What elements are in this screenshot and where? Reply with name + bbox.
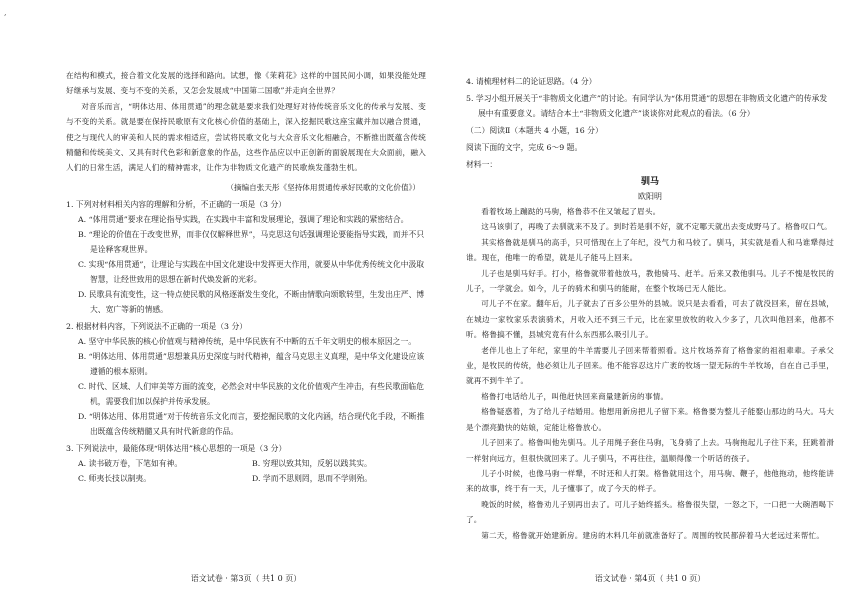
option-b: B. “明体达用、体用贯通”思想兼具历史深度与时代精神，蕴含马克思主义真理，是中华文化建设应该遵循的根本原则。 [78,351,425,376]
story-paragraph: 儿子小时候，也像马驹一样犟，不时还和人打架。格鲁就用这个，用马驹、鞭子，他他拖动，他终能讲来的故事，终于有一天，儿子懂事了，成了今天的样子。 [466,468,834,494]
instruction: 阅读下面的文字，完成 6～9 题。 [466,143,583,152]
paragraph: 在结构和模式，接合着文化发展的选择和路向。试想，像《茉莉花》这样的中国民间小调，如果没能处理好继承与发展、变与不变的关系，又怎会发展成“中国第二国歌”并走向全世界？ [66,71,426,96]
paragraph: 对音乐而言，“明体达用、体用贯通”的理念就是要求我们处理好对待传统音乐文化的传承与发展、变与不变的关系。就是要在保持民歌原有文化核心价值的基础上，深入挖掘民歌这座宝藏并加以融合贯通，使之与现代人的审美和人民的需求相适应，尝试将民歌文化与大众音乐文化相融合，不断推出既蕴含传统精髓和传统美文、又具有时代色彩和新意象的作品，这些作品应以中正创新的面貌展现在大众面前，融入人们的日常生活，满足人们的精神需求，让作为非物质文化遗产的民歌焕发蓬勃生机。 [66,101,426,173]
option-d: D. “明体达用、体用贯通”对于传统音乐文化而言，要挖掘民歌的文化内涵，结合现代化手段，不断推出既蕴含传统精髓又具有时代新意的作品。 [78,411,425,436]
page-right [466,0,834,608]
question-stem: 3. 下列说法中，最能体现“明体达用”核心思想的一项是（3 分） [66,443,287,453]
material-label: 材料一： [466,160,498,169]
source-citation: （摘编自张天彤《坚持体用贯通传承好民歌的文化价值》） [226,182,420,192]
option-d: D. 民歌具有流变性，这一特点使民歌的风格逐渐发生变化，不断由情歌向颂歌转型，生发出庄严、博大、宽广等新的情感。 [78,289,425,314]
scan-mark: , [4,8,7,17]
story-paragraph: 这马该驯了，再晚了去驯就来不及了。到时若是驯不好，就不定哪天就出去变成野马了。格鲁叹口气。 [481,222,832,232]
question-stem: 1. 下列对材料相关内容的理解和分析，不正确的一项是（3 分） [66,199,287,209]
story-title: 驯马 [640,177,659,187]
option-c: C. 实现“体用贯通”，让理论与实践在中国文化建设中发挥更大作用，就要从中华优秀传统文化中汲取智慧，让经世致用的思想在新时代焕发新的光彩。 [78,259,425,284]
page-footer: 语文试卷 · 第4页（ 共1 0 页） [594,574,706,583]
question-2 [66,319,426,439]
option-d: D. 学而不思则罔，思而不学则殆。 [252,473,373,483]
option-b: B. “理论的价值在于改变世界，而非仅仅解释世界”，马克思这句话强调理论要能指导实践，而并不只是诠释客观世界。 [78,229,425,254]
page-footer: 语文试卷 · 第3页（ 共1 0 页） [190,574,302,583]
story-paragraph: 儿子回来了。格鲁叫他先驯马。儿子用绳子套住马驹，飞身骑了上去。马驹拖起儿子往下来，狂跳着滑一样射向远方，但很快就回来了。儿子驯马，不再往往，温顺得像一个听话的孩子。 [466,438,834,463]
option-a: A. 坚守中华民族的核心价值观与精神传统，是中华民族有不中断的五千年文明史的根本原因之一。 [78,336,417,346]
story-paragraph: 格鲁打电话给儿子，叫他赶快回来商量建新房的事情。 [481,391,669,401]
question-3 [66,441,426,486]
option-c: C. 师夷长技以制夷。 [78,473,152,483]
story-paragraph: 看着牧场上蹦跶的马驹，格鲁恭不住又皱起了眉头。 [481,207,661,216]
page-left [66,0,426,608]
story-paragraph: 老伴儿也上了年纪，家里的牛羊需要儿子回来帮着照看。这片牧场养育了格鲁家的祖祖辈辈。子承父业，是牧民的传统，他必须让儿子回来。他不能容忍这片广袤的牧场一望无际的牛羊牧场，自在自己手里，就再不到牛羊了。 [466,345,834,386]
question-4: 4. 请梳理材料二的论证思路。（4 分） [466,77,597,86]
option-grid [66,456,426,486]
story-paragraph: 其实格鲁就是驯马的高手，只可惜现在上了年纪，没气力和马较了。驯马，其实就是看人和马谁犟得过谁。现在，他唯一的希望，就是儿子能马上回来。 [466,237,834,263]
question-5: 5. 学习小组开展关于“非物质文化遗产”的讨论。有同学认为“体用贯通”的思想在非物质文化遗产的传承发展中有重要意义。请结合本土“非物质文化遗产”谈谈你对此观点的看法。（6 分） [466,94,828,118]
story-paragraph: 晚饭的时候，格鲁劝儿子别再出去了。可儿子始终摇头。格鲁很失望，一怒之下，一口把一大碗酒喝下了。 [466,499,834,525]
story-paragraph: 第二天，格鲁就开始建新房。建房的木料几年前就准备好了。周围的牧民都辞着马大老远过来帮忙。 [481,530,825,540]
story-paragraph: 格鲁疑惑着，为了给儿子结婚用。他想用新房把儿子留下来。格鲁要为整儿子能娶山那边的马大。马大是个漂亮勤快的姑娘，定能让格鲁放心。 [466,407,834,432]
question-stem: 2. 根据材料内容，下列说法不正确的一项是（3 分） [66,321,248,331]
option-c: C. 时代、区域、人们审美等方面的流变，必然会对中华民族的文化价值观产生冲击，有些民歌面临危机，需要我们加以保护并传承发展。 [78,381,424,406]
option-a: A. 读书破万卷，下笔如有神。 [78,458,183,468]
story-paragraph: 儿子也是驯马好手。打小，格鲁就带着他放马，教他骑马、赶羊。后来又教他驯马。儿子不愧是牧民的儿子，一学就会。如今，儿子的骑术和驯马的能耐，在整个牧场已无人能比。 [466,268,834,294]
option-a: A. “体用贯通”要求在理论指导实践，在实践中丰富和发展理论，强调了理论和实践的紧密结合。 [78,214,409,224]
option-b: B. 穷理以致其知，反躬以践其实。 [252,458,372,468]
section-heading: （二）阅读Ⅱ（本题共 4 小题，16 分） [466,126,603,135]
story-paragraph: 可儿子不在家。翻年后，儿子就去了百多公里外的县城。说只是去看看，可去了就没回来，留在县城，在城边一家牧家乐表演骑术，月收入还不到三千元，比在家里放牧的收入少多了，几次叫他回来，他都不听。格鲁搞不懂，县城究竟有什么东西那么吸引儿子。 [466,299,834,340]
question-1 [66,197,426,317]
story-author: 欧阳明 [638,192,662,201]
